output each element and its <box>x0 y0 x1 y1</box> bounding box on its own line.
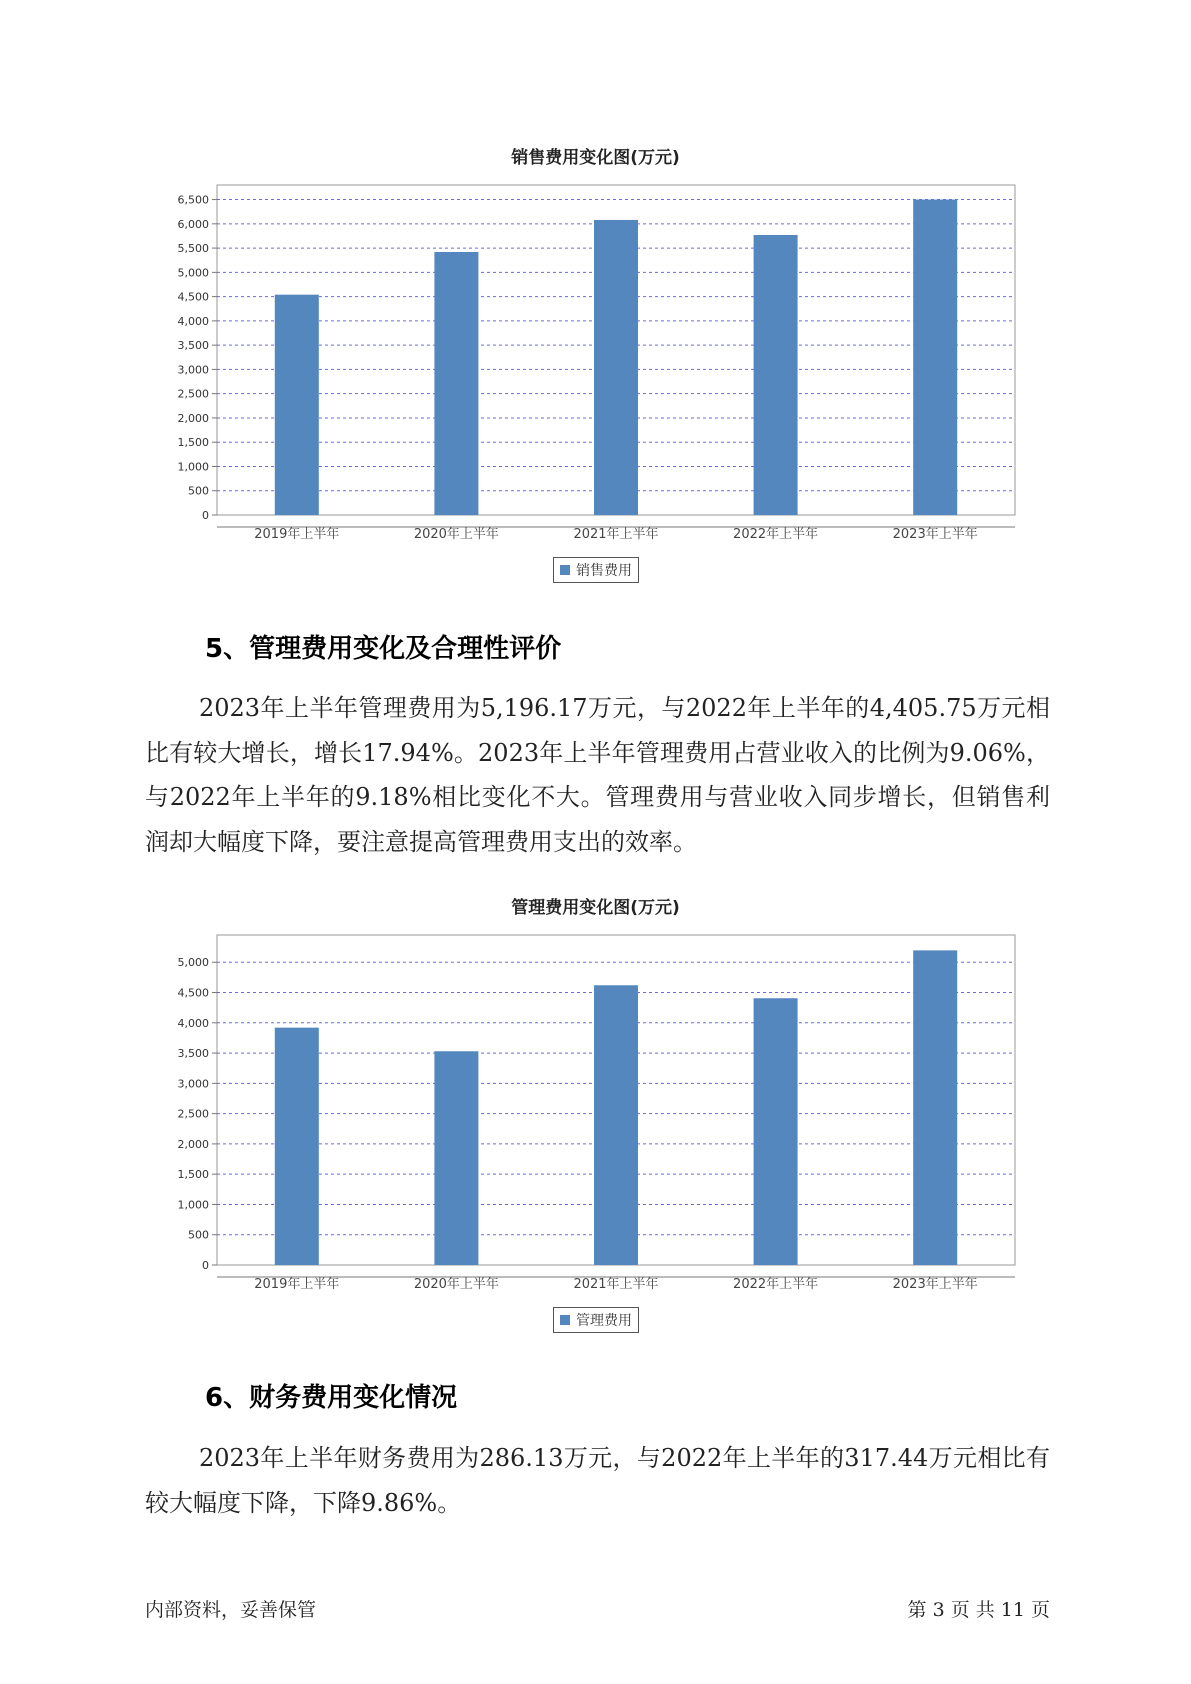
y-tick-label: 0 <box>202 509 209 522</box>
y-tick-label: 2,500 <box>177 387 209 401</box>
bar <box>275 1028 319 1265</box>
section-6-paragraph: 2023年上半年财务费用为286.13万元，与2022年上半年的317.44万元相比有较大幅度下降，下降9.86%。 <box>145 1444 1050 1517</box>
y-tick-label: 1,000 <box>177 460 209 474</box>
section-6-heading: 6、财务费用变化情况 <box>205 1383 458 1413</box>
admin-expense-chart <box>0 920 1191 1300</box>
footer-confidential: 内部资料，妥善保管 <box>145 1599 317 1621</box>
chart-legend-admin <box>553 1307 639 1333</box>
bar <box>594 985 638 1265</box>
section-5-heading: 5、管理费用变化及合理性评价 <box>205 634 562 664</box>
x-category-label: 2023年上半年 <box>892 527 978 542</box>
y-tick-label: 2,500 <box>177 1107 209 1121</box>
x-category-label: 2022年上半年 <box>733 527 819 542</box>
x-category-label: 2019年上半年 <box>254 527 340 542</box>
y-tick-label: 3,500 <box>177 339 209 353</box>
x-category-label: 2020年上半年 <box>413 1277 499 1292</box>
y-tick-label: 500 <box>188 484 209 498</box>
y-tick-label: 2,000 <box>177 411 209 425</box>
y-tick-label: 4,500 <box>177 986 209 1000</box>
y-tick-label: 1,500 <box>177 1168 209 1182</box>
y-tick-label: 4,000 <box>177 1016 209 1030</box>
sales-expense-chart <box>0 170 1191 550</box>
legend-swatch <box>560 1315 570 1325</box>
footer-page-number: 第 3 页 共 11 页 <box>907 1599 1050 1621</box>
y-tick-label: 2,000 <box>177 1137 209 1151</box>
legend-label: 销售费用 <box>576 563 632 579</box>
y-tick-label: 3,000 <box>177 363 209 377</box>
x-category-label: 2022年上半年 <box>733 1277 819 1292</box>
y-tick-label: 5,000 <box>177 266 209 280</box>
y-tick-label: 500 <box>188 1228 209 1242</box>
y-tick-label: 3,500 <box>177 1047 209 1061</box>
x-category-label: 2019年上半年 <box>254 1277 340 1292</box>
x-category-label: 2021年上半年 <box>573 1277 659 1292</box>
y-tick-label: 5,500 <box>177 242 209 256</box>
legend-swatch <box>560 565 570 575</box>
y-tick-label: 6,000 <box>177 217 209 231</box>
chart-title-admin: 管理费用变化图(万元) <box>511 898 680 918</box>
legend-label: 管理费用 <box>576 1313 632 1329</box>
y-tick-label: 0 <box>202 1259 209 1272</box>
bar <box>275 295 319 515</box>
bar <box>434 252 478 515</box>
y-tick-label: 1,500 <box>177 436 209 450</box>
bar <box>754 998 798 1265</box>
chart-legend-sales <box>553 557 639 583</box>
bar <box>913 950 957 1265</box>
bar <box>434 1051 478 1265</box>
bar <box>594 220 638 515</box>
y-tick-label: 6,500 <box>177 193 209 207</box>
y-tick-label: 5,000 <box>177 956 209 970</box>
x-category-label: 2021年上半年 <box>573 527 659 542</box>
bar <box>754 235 798 515</box>
bar <box>913 200 957 515</box>
chart-title-sales: 销售费用变化图(万元) <box>511 148 680 168</box>
y-tick-label: 1,000 <box>177 1198 209 1212</box>
x-category-label: 2023年上半年 <box>892 1277 978 1292</box>
x-category-label: 2020年上半年 <box>413 527 499 542</box>
y-tick-label: 4,000 <box>177 314 209 328</box>
y-tick-label: 3,000 <box>177 1077 209 1091</box>
section-5-paragraph: 2023年上半年管理费用为5,196.17万元，与2022年上半年的4,405.75万元相比有较大增长，增长17.94%。2023年上半年管理费用占营业收入的比例为9.06%，与2022年上半年的9.18%相比变化不大。管理费用与营业收入同步增长，但销售利润却大幅度下降，要注意提高管理费用支出的效率。 <box>145 694 1050 856</box>
y-tick-label: 4,500 <box>177 290 209 304</box>
